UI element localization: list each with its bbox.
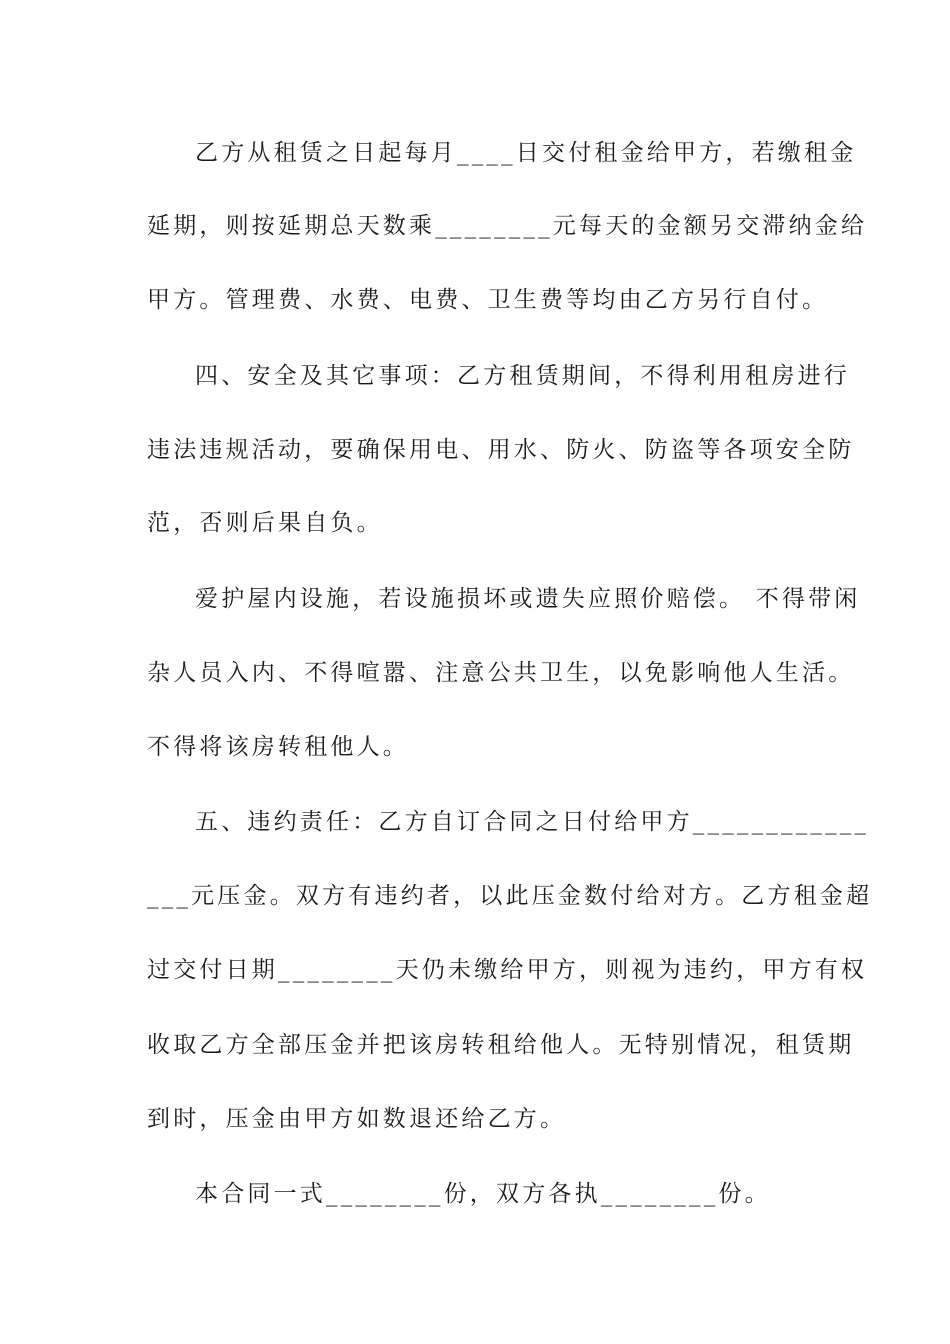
text-line: 本合同一式________份，双方各执________份。 [195,1181,771,1207]
text-line: 五、违约责任：乙方自订合同之日付给甲方____________ [195,809,870,835]
text-line: ___元压金。双方有违约者，以此压金数付给对方。乙方租金超 [147,883,873,909]
text-line: 到时，压金由甲方如数退还给乙方。 [147,1106,567,1132]
text-line: 过交付日期________天仍未缴给甲方，则视为违约，甲方有权 [147,957,868,983]
text-line: 爱护屋内设施，若设施损坏或遗失应照价赔偿。 不得带闲 [195,586,861,612]
text-line: 乙方从租赁之日起每月____日交付租金给甲方，若缴租金 [195,140,857,166]
text-line: 甲方。管理费、水费、电费、卫生费等均由乙方另行自付。 [147,287,829,313]
text-line: 四、安全及其它事项：乙方租赁期间，不得利用租房进行 [195,363,850,389]
text-line: 违法违规活动，要确保用电、用水、防火、防盗等各项安全防 [147,437,855,463]
text-line: 不得将该房转租他人。 [147,734,409,760]
text-line: 杂人员入内、不得喧嚣、注意公共卫生，以免影响他人生活。 [147,660,855,686]
text-line: 范，否则后果自负。 [147,510,383,536]
text-line: 收取乙方全部压金并把该房转租给他人。无特别情况，租赁期 [147,1032,855,1058]
text-line: 延期，则按延期总天数乘________元每天的金额另交滞纳金给 [147,213,868,239]
